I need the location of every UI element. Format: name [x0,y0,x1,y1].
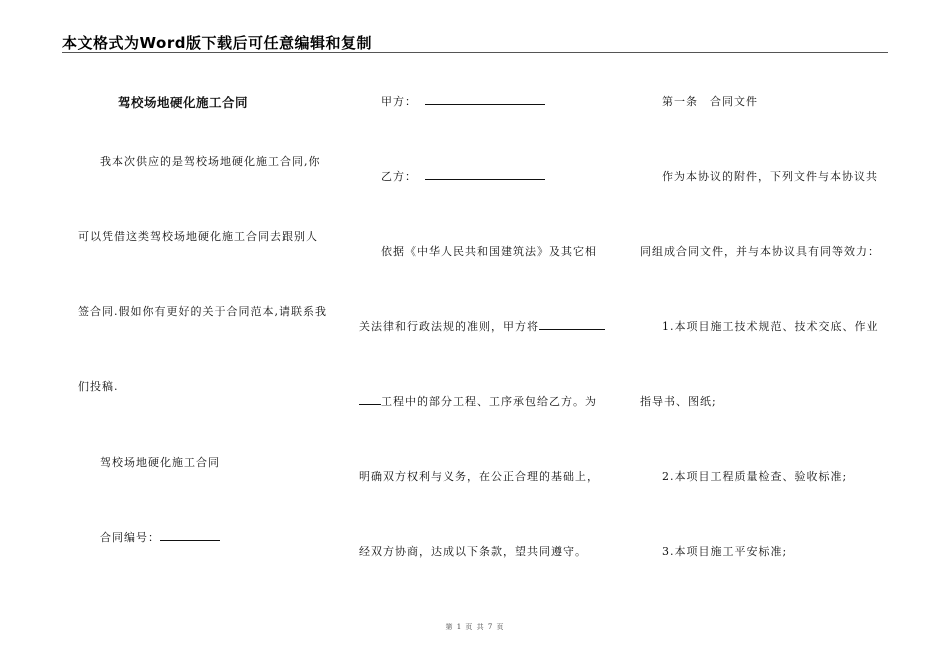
party-a-label: 甲方： [381,95,417,108]
article-1-line-5: 2.本项目工程质量检查、验收标准; [662,470,848,483]
basis-line-3 [359,393,597,409]
article-1-line-4: 指导书、图纸; [640,395,717,408]
basis-line-4: 明确双方权利与义务，在公正合理的基础上， [359,470,599,483]
party-a-line [381,93,545,109]
basis-line-3-text: 工程中的部分工程、工序承包给乙方。为 [381,395,597,408]
intro-line-2: 可以凭借这类驾校场地硬化施工合同去跟别人 [78,230,318,243]
contract-number-line [100,529,220,545]
intro-line-3: 签合同.假如你有更好的关于合同范本,请联系我 [78,305,327,318]
party-b-line [381,168,545,184]
document-header: 本文格式为Word版下载后可任意编辑和复制 [62,34,372,52]
basis-line-5: 经双方协商，达成以下条款，望共同遵守。 [359,545,587,558]
article-1-line-3: 1.本项目施工技术规范、技术交底、作业 [662,320,879,333]
contract-number-blank [160,530,220,541]
basis-line-2-text: 关法律和行政法规的准则，甲方将 [359,320,539,333]
party-b-blank [425,169,545,180]
project-name-blank [539,319,605,330]
article-1-heading: 第一条 合同文件 [662,95,758,108]
header-divider [62,52,888,53]
article-1-line-6: 3.本项目施工平安标准; [662,545,788,558]
project-blank-2 [359,394,381,405]
party-b-label: 乙方： [381,170,417,183]
intro-line-4: 们投稿. [78,380,119,393]
article-1-line-2: 同组成合同文件，并与本协议具有同等效力： [640,245,880,258]
basis-line-2 [359,318,605,334]
page-number: 第 1 页 共 7 页 [445,623,505,631]
contract-number-label: 合同编号： [100,531,160,544]
contract-title: 驾校场地硬化施工合同 [118,95,249,110]
article-1-line-1: 作为本协议的附件，下列文件与本协议共 [662,170,878,183]
document-title: 驾校场地硬化施工合同 [100,456,220,469]
intro-line-1: 我本次供应的是驾校场地硬化施工合同,你 [100,155,321,168]
party-a-blank [425,94,545,105]
basis-line-1: 依据《中华人民共和国建筑法》及其它相 [381,245,597,258]
